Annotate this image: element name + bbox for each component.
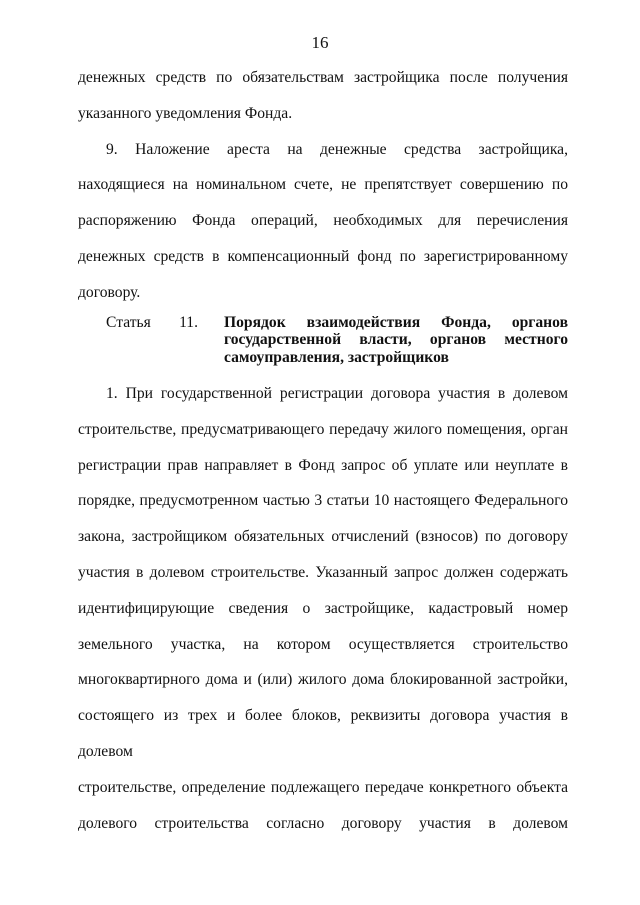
paragraph-9 — [78, 132, 568, 311]
text-line: регистрации прав направляет в Фонд запрос об уплате или неуплате в — [78, 456, 568, 474]
text-line: участия в долевом строительстве. Указанный запрос должен содержать — [78, 564, 568, 582]
article-label-number: 11. — [179, 313, 198, 331]
article-label-word: Статья — [106, 313, 151, 331]
text-line: указанного уведомления Фонда. — [78, 104, 293, 122]
text-line: состоящего из трех и более блоков, реквизиты договора участия в долевом — [78, 707, 568, 761]
text-line: находящиеся на номинальном счете, не препятствует совершению по — [78, 176, 568, 194]
text-line: 9. Наложение ареста на денежные средства застройщика, — [106, 140, 568, 158]
article-title — [224, 314, 568, 367]
article-title-line: самоуправления, застройщиков — [224, 348, 449, 366]
article-heading — [78, 314, 568, 367]
document-body — [78, 60, 568, 841]
text-line: 1. При государственной регистрации договора участия в долевом — [106, 385, 568, 403]
text-line: порядке, предусмотренном частью 3 статьи 10 настоящего Федерального — [78, 492, 568, 510]
text-line: распоряжению Фонда операций, необходимых для перечисления — [78, 212, 568, 230]
text-line: денежных средств в компенсационный фонд по зарегистрированному — [78, 247, 568, 265]
text-line: строительстве, определение подлежащего передаче конкретного объекта — [78, 778, 568, 796]
text-line: денежных средств по обязательствам застройщика после получения — [78, 69, 568, 86]
paragraph-1 — [78, 376, 568, 841]
article-label — [78, 314, 224, 367]
text-line: договору. — [78, 283, 141, 301]
text-line: земельного участка, на котором осуществляется строительство — [78, 635, 568, 653]
article-title-line: государственной власти, органов местного — [224, 331, 568, 349]
text-line: долевого строительства согласно договору участия в долевом — [78, 814, 568, 832]
text-line: строительстве, предусматривающего передачу жилого помещения, орган — [78, 420, 568, 438]
paragraph-continuation — [78, 60, 568, 132]
article-title-line: Порядок взаимодействия Фонда, органов — [224, 313, 568, 331]
text-line: многоквартирного дома и (или) жилого дома блокированной застройки, — [78, 671, 568, 689]
text-line: закона, застройщиком обязательных отчислений (взносов) по договору — [78, 528, 568, 546]
text-line: идентифицирующие сведения о застройщике, кадастровый номер — [78, 599, 568, 617]
page-number: 16 — [311, 33, 329, 52]
